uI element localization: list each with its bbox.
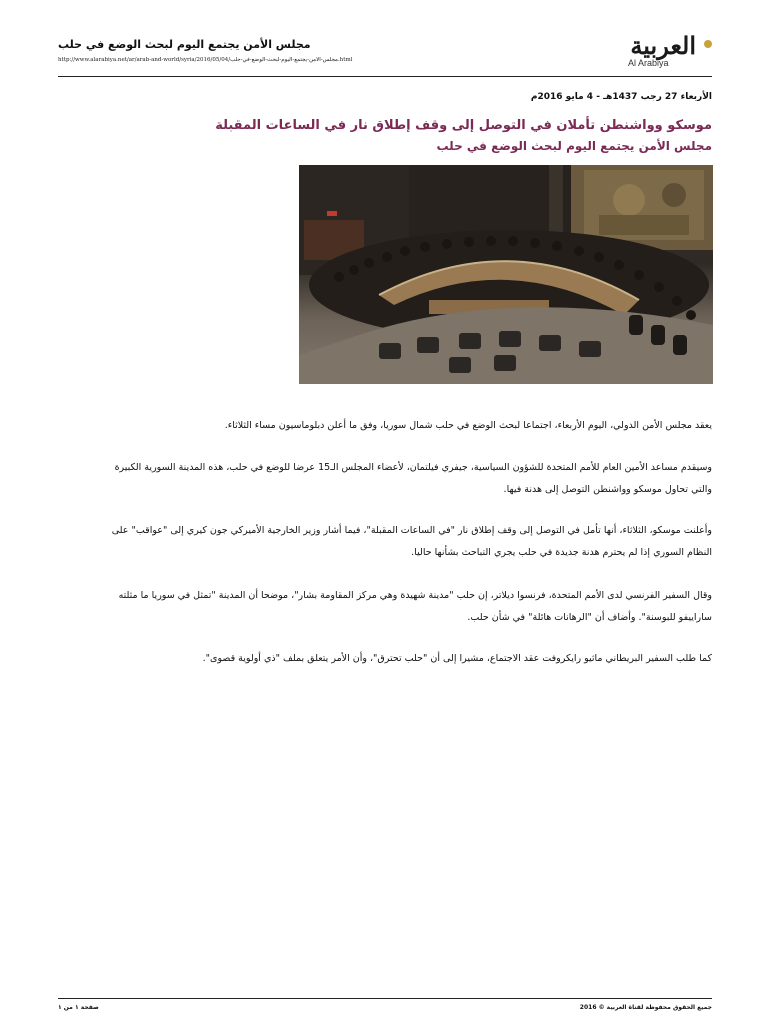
logo-mark-icon	[704, 40, 712, 48]
page-number: صفحة ١ من ١	[58, 1004, 99, 1011]
logo-english-text: Al Arabiya	[628, 58, 669, 68]
article-paragraph-2: وسيقدم مساعد الأمين العام للأمم المتحدة للشؤون السياسية، جيفري فيلتمان، لأعضاء المجلس الـ15 عرضا للوضع في حلب، هذه المدينة السورية الكبيرة والتي تحاول موسكو وواشنطن التوصل إلى هدنة فيها.	[114, 462, 712, 495]
alarabiya-logo	[618, 31, 714, 70]
article-paragraph-4: وقال السفير الفرنسي لدى الأمم المتحدة، فرنسوا ديلاتر، إن حلب "مدينة شهيدة وهي مركز المقاومة بشار"، موضحا أن المدينة "تمثل في سوريا ما مثلته ساراييفو للبوسنة". وأضاف أن "الرهانات هائلة" في شأن حلب.	[118, 590, 712, 623]
article-headline: موسكو وواشنطن تأملان في التوصل إلى وقف إطلاق نار في الساعات المقبلة	[215, 118, 712, 133]
header-divider	[58, 76, 712, 77]
article-paragraph-5: كما طلب السفير البريطاني ماثيو رايكروفت عقد الاجتماع، مشيرا إلى أن "حلب تحترق"، وأن الأمر يتعلق بملف "ذي أولوية قصوى".	[202, 653, 712, 664]
header-url[interactable]: http://www.alarabiya.net/ar/arab-and-world/syria/2016/05/04/مجلس-الأمن-يجتمع-اليوم-لبحث-الوضع-في-حلب.html	[58, 57, 353, 63]
footer-divider	[58, 998, 712, 999]
article-subheadline: مجلس الأمن يجتمع اليوم لبحث الوضع في حلب	[436, 139, 712, 153]
copyright-notice: جميع الحقوق محفوظة لقناة العربية © 2016	[579, 1004, 712, 1011]
article-date: الأربعاء 27 رجب 1437هـ - 4 مايو 2016م	[530, 92, 712, 102]
article-paragraph-1: يعقد مجلس الأمن الدولي، اليوم الأربعاء، اجتماعا لبحث الوضع في حلب شمال سوريا، وفق ما أعلن دبلوماسيون مساء الثلاثاء.	[224, 420, 712, 431]
article-photo	[299, 165, 713, 384]
header-title: مجلس الأمن يجتمع اليوم لبحث الوضع في حلب	[58, 38, 311, 51]
article-paragraph-3: وأعلنت موسكو، الثلاثاء، أنها تأمل في التوصل إلى وقف إطلاق نار "في الساعات المقبلة"، فيما أشار وزير الخارجية الأميركي جون كيري إلى "عواقب" على النظام السوري إذا لم يحترم هدنة جديدة في حلب يجري التباحث بشأنها حاليا.	[111, 525, 712, 558]
logo-arabic-text: العربية	[630, 31, 696, 60]
